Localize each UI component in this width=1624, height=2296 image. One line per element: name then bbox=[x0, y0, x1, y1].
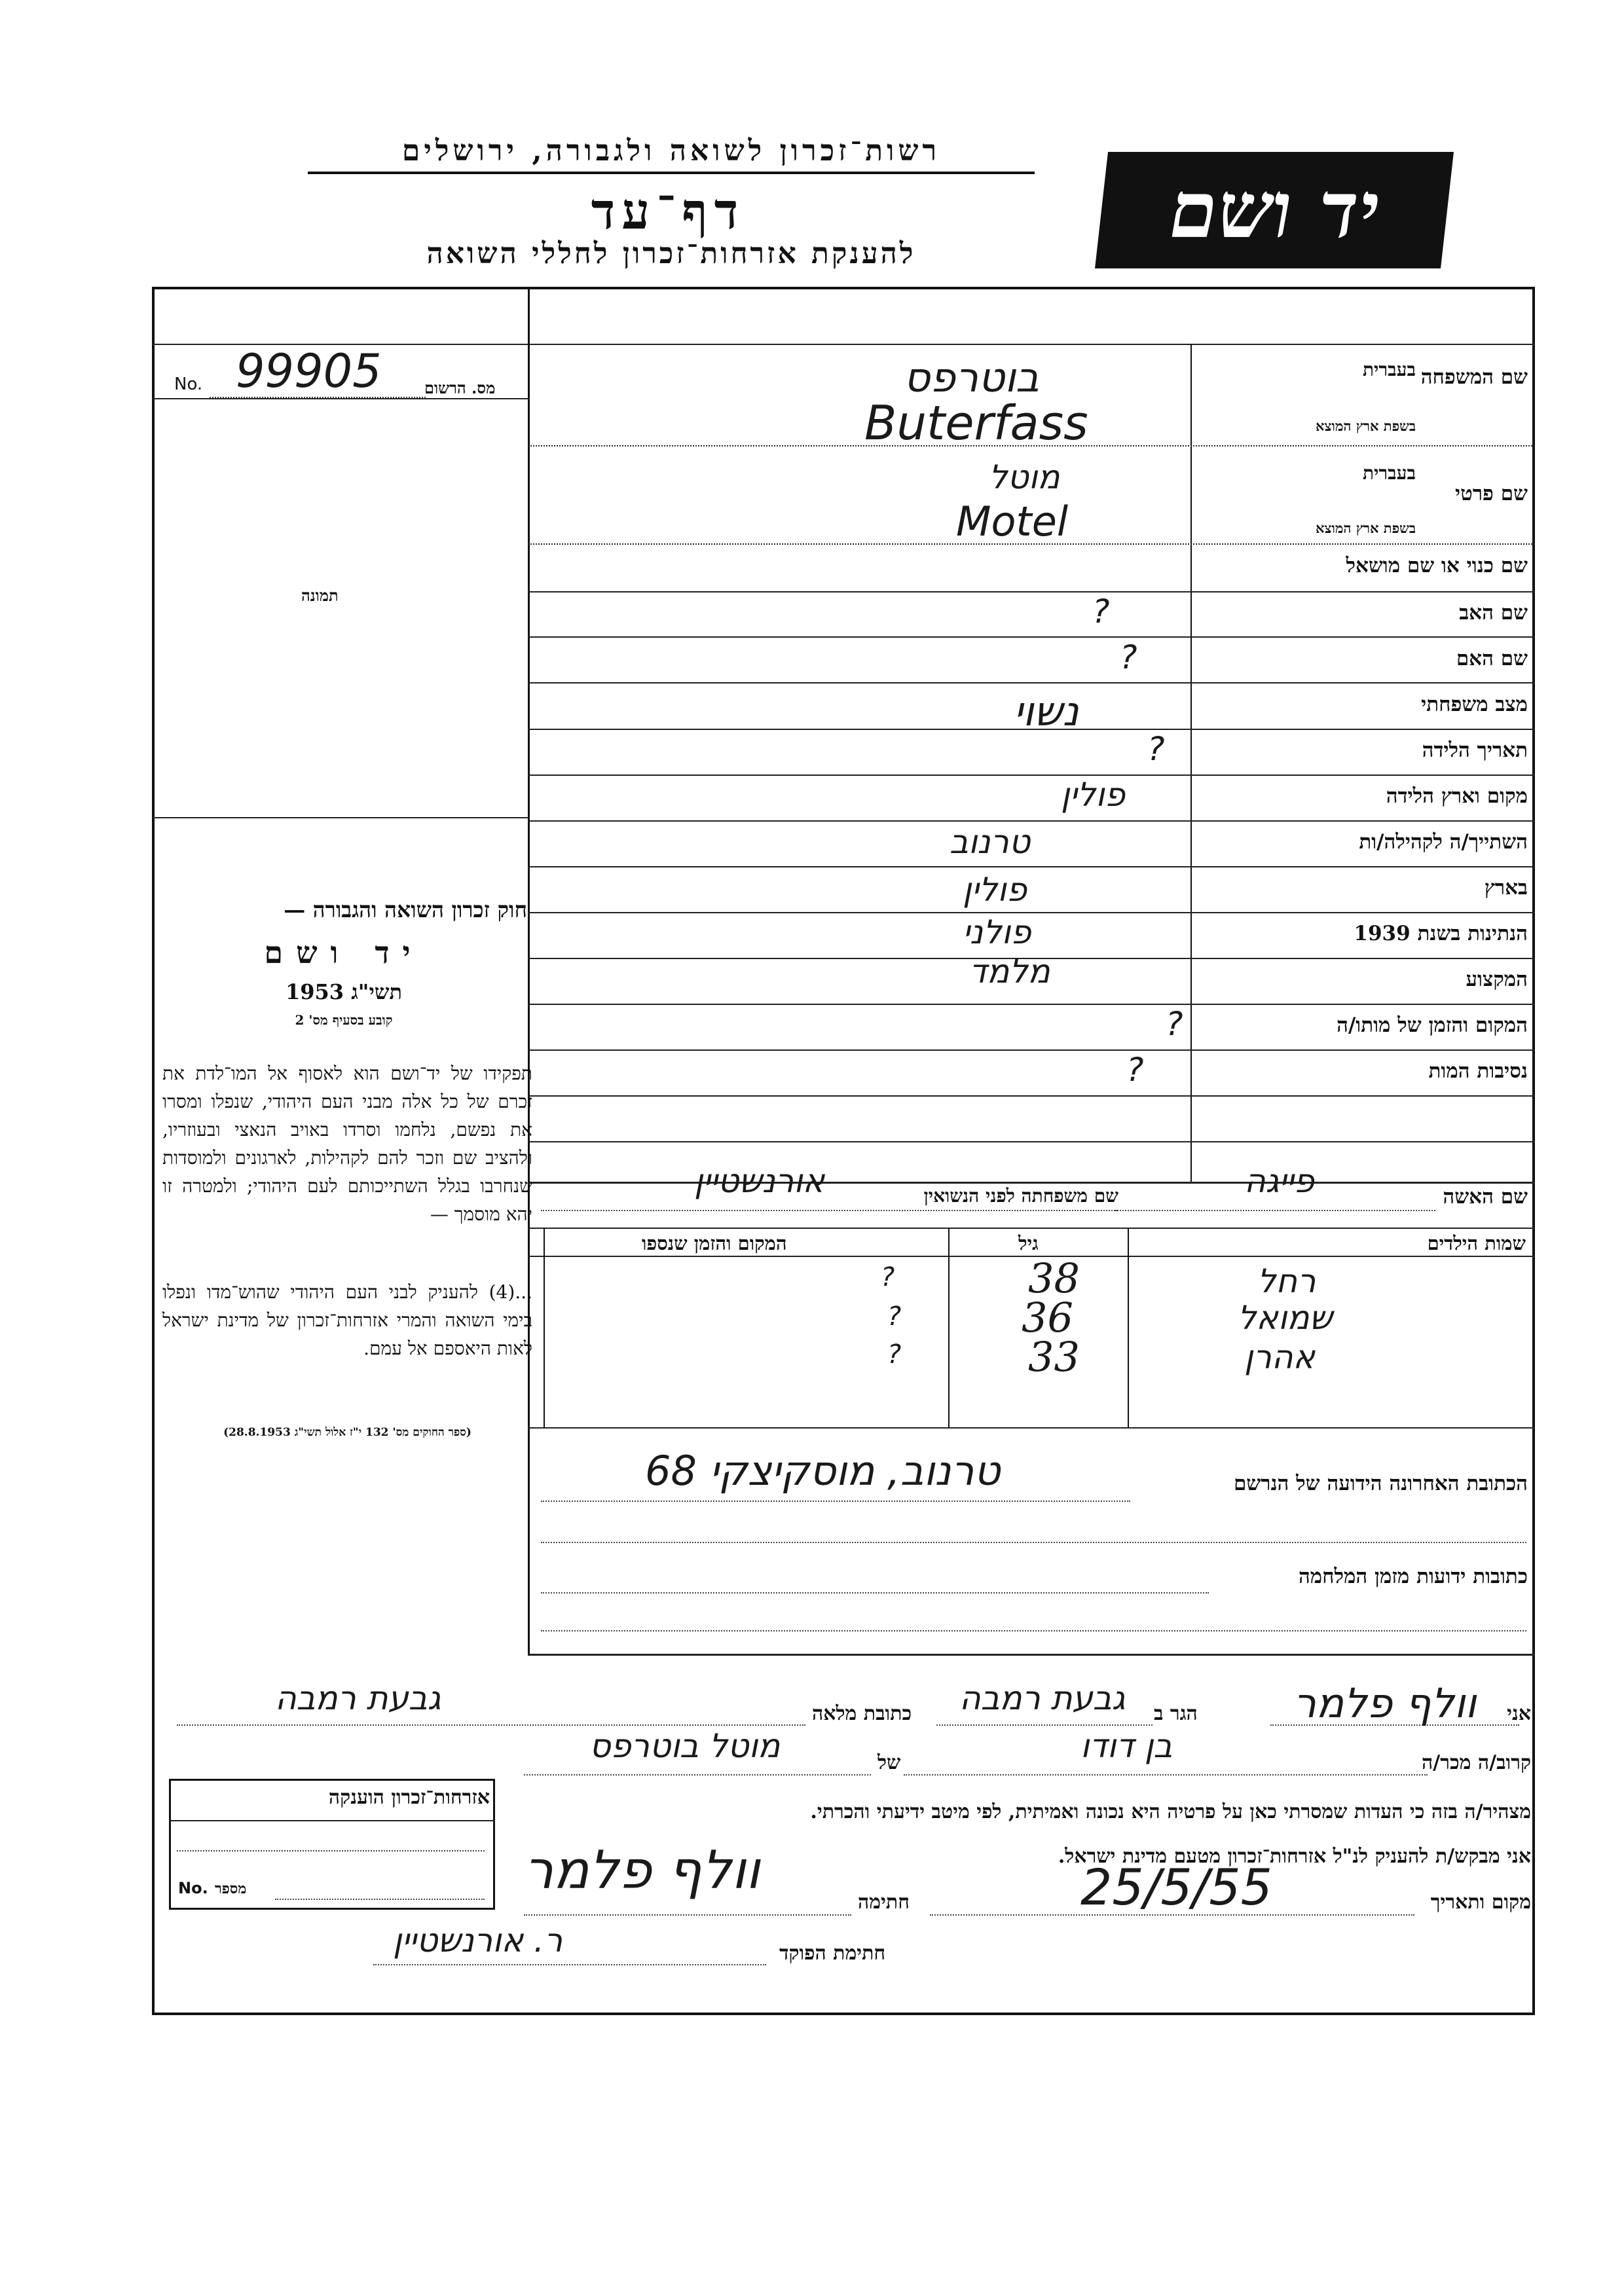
law-text-purpose: תפקידו של יד־ושם הוא לאסוף אל המו־לדת את זכרם של כל אלה מבני העם היהודי, שנפלו ומסרו את נפשם, נלחמו וסרדו באויב הנאצי ובעוזריו, ולהציב שם וזכר להם לקהילות, לארגונים ולמוסדות שנחרבו בגלל השתייכותם לעם היהודי; ולמטרה זו יהא מוסמך — bbox=[162, 1063, 532, 1225]
relative-dotline bbox=[904, 1774, 1428, 1776]
citizenship-label: הנתינות בשנת 1939 bbox=[1354, 922, 1528, 945]
officer-signature-value[interactable]: ר. אורנשטיין bbox=[393, 1922, 563, 1959]
full-address-dotline bbox=[177, 1724, 805, 1726]
certificate-no-prefix: No. bbox=[178, 1879, 208, 1897]
row-rule bbox=[528, 1095, 1535, 1097]
lives-in-label: הגר ב bbox=[1154, 1702, 1198, 1725]
full-address-value[interactable]: גבעת רמבה bbox=[275, 1679, 441, 1717]
law-text-citizenship: ...(4) להעניק לבני העם היהודי שהוש־מדו ונפלו בימי השואה והמרי אזרחות־זכרון של מדינת ישראל לאות היאספם אל עמם. bbox=[162, 1281, 532, 1359]
of-dotline bbox=[524, 1774, 871, 1776]
registration-number[interactable]: 99905 bbox=[236, 344, 382, 398]
officer-signature-label: חתימת הפוקד bbox=[779, 1942, 886, 1965]
address-dotline bbox=[541, 1630, 1526, 1631]
of-label: של bbox=[877, 1751, 901, 1774]
law-reference: (ספר החוקים מס' 132 י"ז אלול תשי"ג 28.8.1953) bbox=[223, 1426, 471, 1439]
death-circumstances-value[interactable]: ? bbox=[1126, 1051, 1144, 1089]
certificate-number-label: מספר bbox=[215, 1880, 247, 1897]
declaration-text: מצהיר/ה בזה כי העדות שמסרתי כאן על פרטיה היא נכונה ואמיתית, לפי מיטב ידיעתי והכרתי. bbox=[810, 1800, 1531, 1823]
wife-dotline bbox=[1115, 1210, 1435, 1211]
death-circumstances-label: נסיבות המות bbox=[1428, 1059, 1528, 1083]
death-place-value[interactable]: ? bbox=[1166, 1005, 1183, 1043]
maiden-name-label: שם משפחתה לפני הנשואין bbox=[923, 1185, 1118, 1207]
signature-label: חתימה bbox=[858, 1891, 910, 1914]
community-value[interactable]: טרנוב bbox=[950, 823, 1031, 861]
war-address-label: כתובות ידועות מזמן המלחמה bbox=[1298, 1565, 1528, 1588]
firstname-country-lang-label: בשפת ארץ המוצא bbox=[1316, 520, 1416, 536]
signature-dotline bbox=[524, 1914, 851, 1916]
law-section: קובע בסעיף מס' 2 bbox=[295, 1012, 393, 1028]
children-names-header: שמות הילדים bbox=[1427, 1232, 1526, 1254]
lives-dotline bbox=[936, 1724, 1153, 1726]
row-rule bbox=[528, 1141, 1535, 1142]
row-rule bbox=[528, 1049, 1535, 1051]
birthdate-label: תאריך הלידה bbox=[1422, 738, 1528, 762]
row-rule bbox=[528, 636, 1535, 638]
row-rule bbox=[528, 591, 1535, 592]
label-divider bbox=[1190, 344, 1192, 1182]
signature-value[interactable]: וולף פלמר bbox=[524, 1840, 760, 1901]
authority-title: רשות־זכרון לשואה ולגבורה, ירושלים bbox=[401, 134, 941, 168]
declarant-i-label: אני bbox=[1507, 1702, 1531, 1725]
place-date-label: מקום ותאריך bbox=[1430, 1891, 1531, 1914]
mother-value[interactable]: ? bbox=[1120, 638, 1137, 676]
child-name[interactable]: רחל bbox=[1257, 1262, 1316, 1300]
nickname-label: שם כנוי או שם מושאל bbox=[1346, 554, 1528, 577]
mother-label: שם האם bbox=[1456, 647, 1528, 670]
child-place[interactable]: ? bbox=[881, 1262, 895, 1292]
children-place-header: המקום והזמן שנספו bbox=[642, 1232, 787, 1254]
wife-label: שם האשה bbox=[1443, 1185, 1528, 1209]
of-value[interactable]: מוטל בוטרפס bbox=[589, 1727, 781, 1765]
certificate-title: אזרחות־זכרון הוענקה bbox=[328, 1786, 490, 1809]
birthplace-label: מקום וארץ הלידה bbox=[1386, 784, 1528, 808]
firstname-hebrew-label: בעברית bbox=[1362, 462, 1416, 484]
row-rule bbox=[528, 866, 1535, 867]
law-name: יד ושם bbox=[264, 935, 424, 970]
lives-in-value[interactable]: גבעת רמבה bbox=[959, 1679, 1126, 1717]
row-rule bbox=[528, 820, 1535, 822]
row-rule bbox=[528, 682, 1535, 683]
child-name[interactable]: אהרן bbox=[1244, 1338, 1315, 1376]
marital-value[interactable]: נשוי bbox=[1014, 687, 1079, 735]
children-divider bbox=[948, 1228, 950, 1427]
children-age-header: גיל bbox=[1018, 1232, 1039, 1254]
children-divider bbox=[544, 1228, 545, 1427]
place-date-value[interactable]: 25/5/55 bbox=[1080, 1858, 1272, 1916]
declarant-name-value[interactable]: וולף פלמר bbox=[1293, 1679, 1477, 1727]
marital-label: מצב משפחתי bbox=[1421, 693, 1528, 716]
child-age[interactable]: 36 bbox=[1022, 1294, 1073, 1341]
law-year: תשי"ג 1953 bbox=[286, 979, 402, 1004]
header-rule bbox=[308, 172, 1035, 174]
address-dotline bbox=[541, 1542, 1526, 1543]
surname-country-lang-label: בשפת ארץ המוצא bbox=[1316, 418, 1416, 434]
children-bottom-rule bbox=[528, 1427, 1535, 1429]
child-age[interactable]: 38 bbox=[1028, 1254, 1080, 1302]
logo-text: יד ושם bbox=[1169, 164, 1380, 255]
relative-label: קרוב/ה מכר/ה bbox=[1422, 1751, 1531, 1774]
profession-value[interactable]: מלמד bbox=[969, 953, 1050, 991]
law-title: חוק זכרון השואה והגבורה — bbox=[284, 897, 527, 922]
request-text: אני מבקש/ת להעניק לנ"ל אזרחות־זכרון מטעם מדינת ישראל. bbox=[1058, 1845, 1531, 1868]
community-label: השתייך/ה לקהילה/ות bbox=[1359, 830, 1528, 854]
yad-vashem-logo bbox=[1095, 152, 1454, 268]
wife-rule bbox=[528, 1228, 1535, 1229]
certificate-dotline bbox=[177, 1850, 485, 1851]
father-value[interactable]: ? bbox=[1092, 592, 1110, 630]
firstname-hebrew-value[interactable]: מוטל bbox=[989, 458, 1060, 496]
last-address-dotline bbox=[541, 1501, 1130, 1502]
wife-value[interactable]: פייגה bbox=[1244, 1162, 1314, 1200]
maiden-name-value[interactable]: אורנשטיין bbox=[694, 1162, 825, 1200]
registration-no-prefix: No. bbox=[174, 374, 203, 394]
death-place-label: המקום והזמן של מותו/ה bbox=[1337, 1013, 1528, 1037]
firstname-latin-value[interactable]: Motel bbox=[956, 498, 1069, 545]
row-rule bbox=[528, 774, 1535, 776]
last-address-label: הכתובת האחרונה הידועה של הנרשם bbox=[1233, 1472, 1528, 1495]
last-address-value[interactable]: טרנוב, מוסקיצקי 68 bbox=[645, 1447, 1001, 1495]
row-rule bbox=[528, 912, 1535, 913]
child-place[interactable]: ? bbox=[887, 1339, 902, 1370]
column-divider bbox=[528, 287, 530, 1654]
address-bottom-rule bbox=[528, 1654, 1535, 1656]
certificate-number-dotline bbox=[275, 1899, 485, 1900]
citizenship-value[interactable]: פולני bbox=[963, 913, 1031, 951]
father-label: שם האב bbox=[1459, 601, 1528, 625]
form-title: דף־עד bbox=[591, 182, 745, 240]
full-address-label: כתובת מלאה bbox=[812, 1702, 912, 1725]
child-age[interactable]: 33 bbox=[1028, 1333, 1080, 1381]
row-rule bbox=[528, 1004, 1535, 1005]
photo-label: תמונה bbox=[301, 586, 339, 605]
surname-label: שם המשפחה bbox=[1420, 365, 1528, 389]
reg-rule bbox=[152, 398, 530, 399]
child-name[interactable]: שמואל bbox=[1238, 1299, 1333, 1337]
war-address-dotline bbox=[541, 1592, 1209, 1594]
country-label: בארץ bbox=[1484, 876, 1528, 900]
children-divider bbox=[1128, 1228, 1129, 1427]
birthplace-value[interactable]: פולין bbox=[1061, 776, 1126, 814]
surname-latin-value[interactable]: Buterfass bbox=[864, 395, 1088, 450]
profession-label: המקצוע bbox=[1466, 968, 1528, 991]
country-value[interactable]: פולין bbox=[963, 871, 1027, 909]
surname-hebrew-value[interactable]: בוטרפס bbox=[904, 354, 1039, 401]
form-subtitle: להענקת אזרחות־זכרון לחללי השואה bbox=[426, 237, 916, 270]
birthdate-value[interactable]: ? bbox=[1147, 730, 1165, 768]
firstname-label: שם פרטי bbox=[1454, 482, 1528, 505]
officer-dotline bbox=[373, 1964, 766, 1965]
photo-rule bbox=[152, 817, 530, 818]
certificate-rule bbox=[169, 1820, 495, 1821]
row-rule bbox=[528, 1182, 1535, 1184]
maiden-dotline bbox=[541, 1210, 1117, 1211]
relative-value[interactable]: בן דודו bbox=[1080, 1727, 1173, 1765]
registration-label: מס. הרשום bbox=[424, 378, 496, 397]
surname-hebrew-label: בעברית bbox=[1362, 359, 1416, 380]
child-place[interactable]: ? bbox=[887, 1302, 902, 1332]
